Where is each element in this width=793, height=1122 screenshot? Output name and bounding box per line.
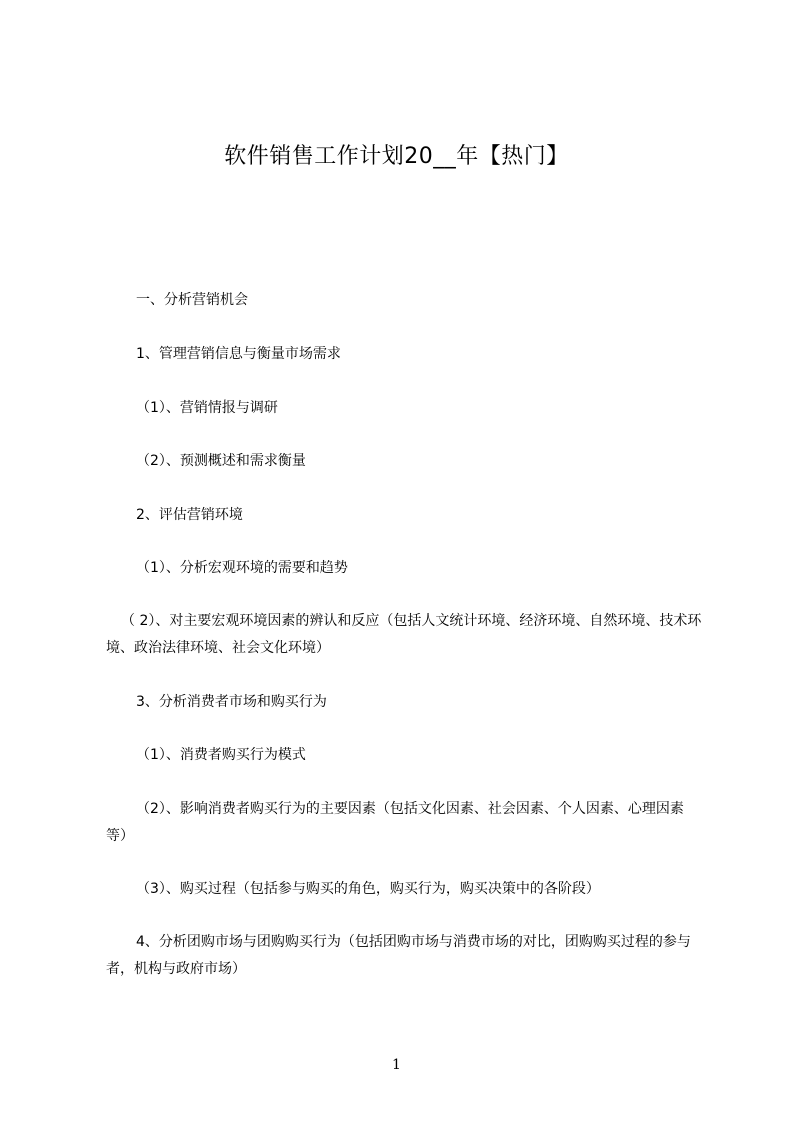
item-3-3: （3）、购买过程（包括参与购买的角色，购买行为，购买决策中的各阶段）	[136, 881, 600, 897]
item-2-1: （1）、分析宏观环境的需要和趋势	[136, 560, 348, 576]
item-2-2: （ 2）、对主要宏观环境因素的辨认和反应（包括人文统计环境、经济环境、自然环境、技术环境、政治法律环境、社会文化环境）	[106, 613, 702, 656]
page-number: 1	[392, 1057, 401, 1073]
subsection-2: 2、评估营销环境	[136, 507, 243, 523]
subsection-3: 3、分析消费者市场和购买行为	[136, 694, 327, 710]
item-1-1: （1）、营销情报与调研	[136, 400, 278, 416]
item-3-1: （1）、消费者购买行为模式	[136, 747, 306, 763]
subsection-4: 4、分析团购市场与团购购买行为（包括团购市场与消费市场的对比，团购购买过程的参与者，机构与政府市场）	[106, 934, 691, 977]
item-3-2: （2）、影响消费者购买行为的主要因素（包括文化因素、社会因素、个人因素、心理因素等）	[106, 801, 684, 844]
document-title: 软件销售工作计划20__年【热门】	[224, 144, 569, 169]
subsection-1: 1、管理营销信息与衡量市场需求	[136, 346, 341, 362]
section-heading-1: 一、分析营销机会	[136, 292, 248, 308]
item-1-2: （2）、预测概述和需求衡量	[136, 453, 306, 469]
